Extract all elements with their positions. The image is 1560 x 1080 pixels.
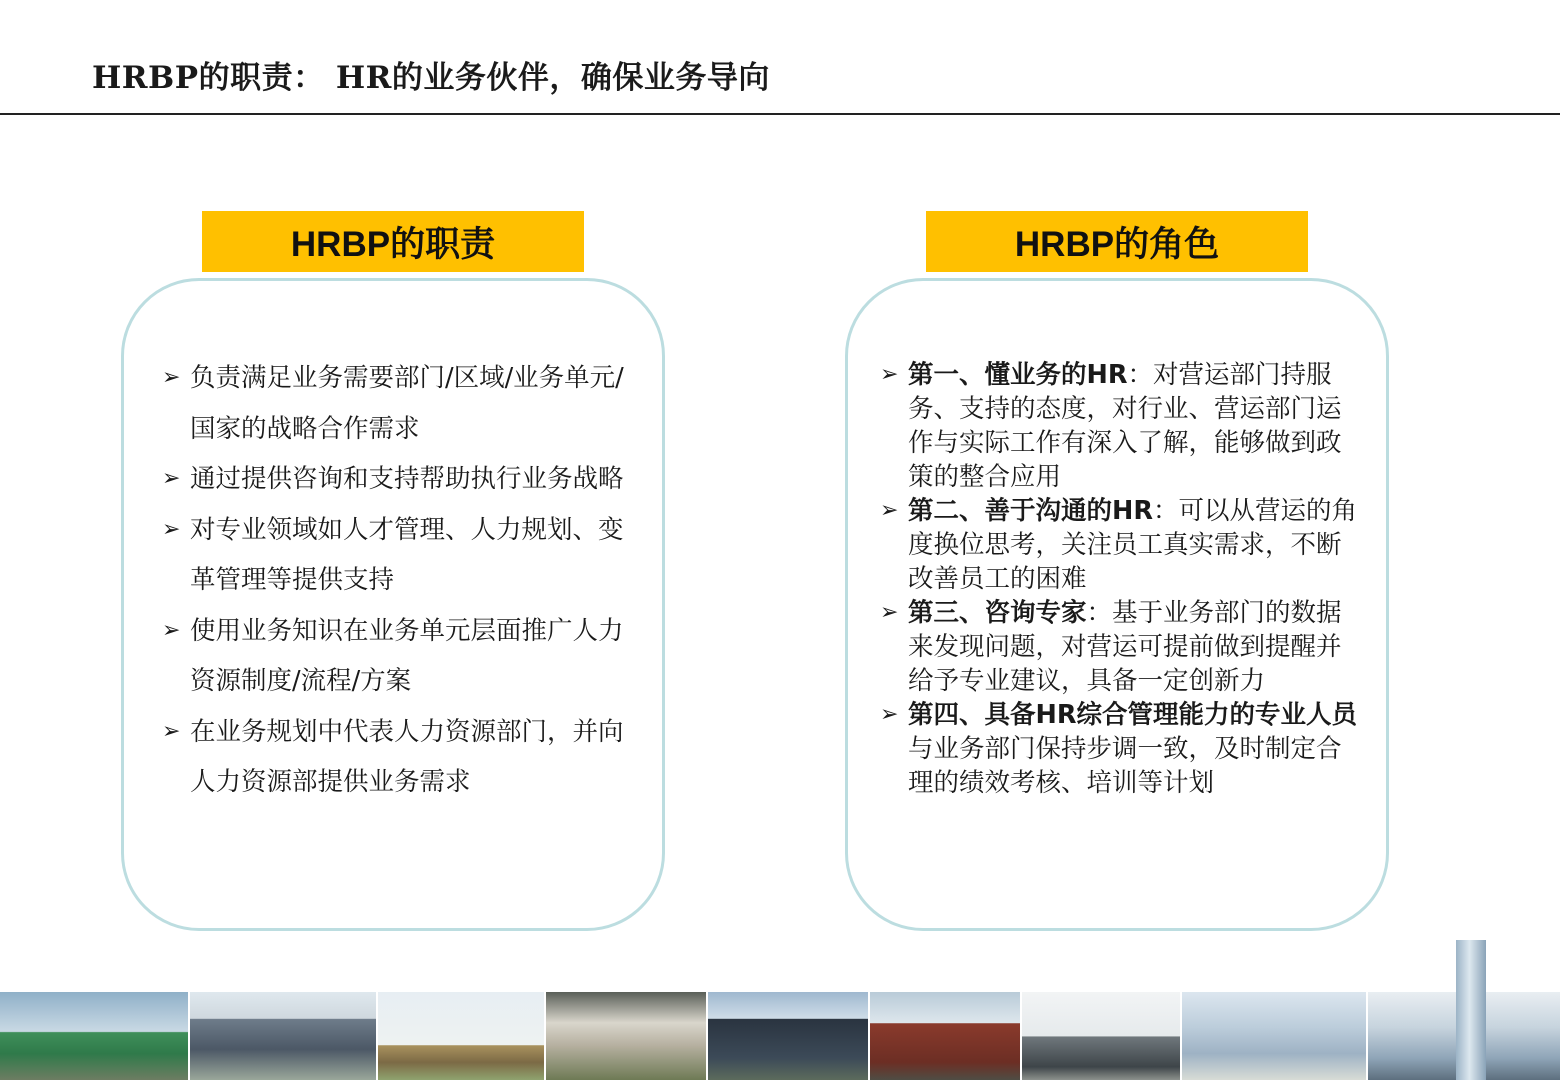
list-item (880, 596, 1360, 698)
roles-list (880, 358, 1360, 800)
building-photo (190, 992, 378, 1080)
list-item (162, 353, 632, 454)
list-item (162, 505, 632, 606)
page-title: HRBP的职责： HR的业务伙伴，确保业务导向 (92, 60, 770, 96)
role-title: 第三、咨询专家 (908, 598, 1087, 628)
duty-text: 对专业领域如人才管理、人力规划、变革管理等提供支持 (190, 514, 624, 595)
role-title: 第一、懂业务的HR (908, 360, 1128, 390)
role-text: ：对营运部门持服务、支持的态度，对行业、营运部门运作与实际工作有深入了解，能够做到政策的整合应用 (908, 360, 1342, 492)
role-text: 与业务部门保持步调一致，及时制定合理的绩效考核、培训等计划 (908, 734, 1342, 798)
role-title: 第二、善于沟通的HR (908, 496, 1153, 526)
duties-list (162, 353, 632, 808)
building-photo (1022, 992, 1182, 1080)
role-title: 第四、具备HR综合管理能力的专业人员 (908, 700, 1357, 730)
arrow-bullet-icon: ➢ (162, 617, 181, 643)
building-photo (0, 992, 190, 1080)
role-text: ：可以从营运的角度换位思考，关注员工真实需求，不断改善员工的困难 (908, 496, 1357, 594)
building-photo (378, 992, 546, 1080)
list-item (162, 606, 632, 707)
list-item (162, 454, 632, 505)
list-item (880, 358, 1360, 494)
roles-heading: HRBP的角色 (926, 211, 1308, 272)
arrow-bullet-icon: ➢ (162, 466, 181, 491)
arrow-bullet-icon: ➢ (880, 498, 899, 523)
building-photo (546, 992, 708, 1080)
building-photo (708, 992, 870, 1080)
building-photo-strip (0, 992, 1560, 1080)
building-photo (870, 992, 1022, 1080)
arrow-bullet-icon: ➢ (162, 718, 181, 744)
list-item (162, 707, 632, 808)
list-item (880, 698, 1360, 800)
duty-text: 在业务规划中代表人力资源部门，并向人力资源部提供业务需求 (190, 716, 624, 797)
arrow-bullet-icon: ➢ (880, 600, 899, 625)
arrow-bullet-icon: ➢ (880, 702, 899, 727)
arrow-bullet-icon: ➢ (162, 365, 181, 390)
roles-panel (845, 278, 1389, 931)
role-text: ：基于业务部门的数据来发现问题，对营运可提前做到提醒并给予专业建议，具备一定创新力 (908, 598, 1342, 696)
arrow-bullet-icon: ➢ (162, 516, 181, 542)
duty-text: 使用业务知识在业务单元层面推广人力资源制度/流程/方案 (190, 615, 624, 696)
title-divider (0, 113, 1560, 115)
duties-panel (121, 278, 665, 931)
skyscraper-image (1456, 940, 1486, 1080)
list-item (880, 494, 1360, 596)
duty-text: 通过提供咨询和支持帮助执行业务战略 (190, 464, 624, 494)
building-photo (1182, 992, 1368, 1080)
duties-heading: HRBP的职责 (202, 211, 584, 272)
duty-text: 负责满足业务需要部门/区域/业务单元/国家的战略合作需求 (190, 363, 624, 444)
arrow-bullet-icon: ➢ (880, 362, 899, 387)
